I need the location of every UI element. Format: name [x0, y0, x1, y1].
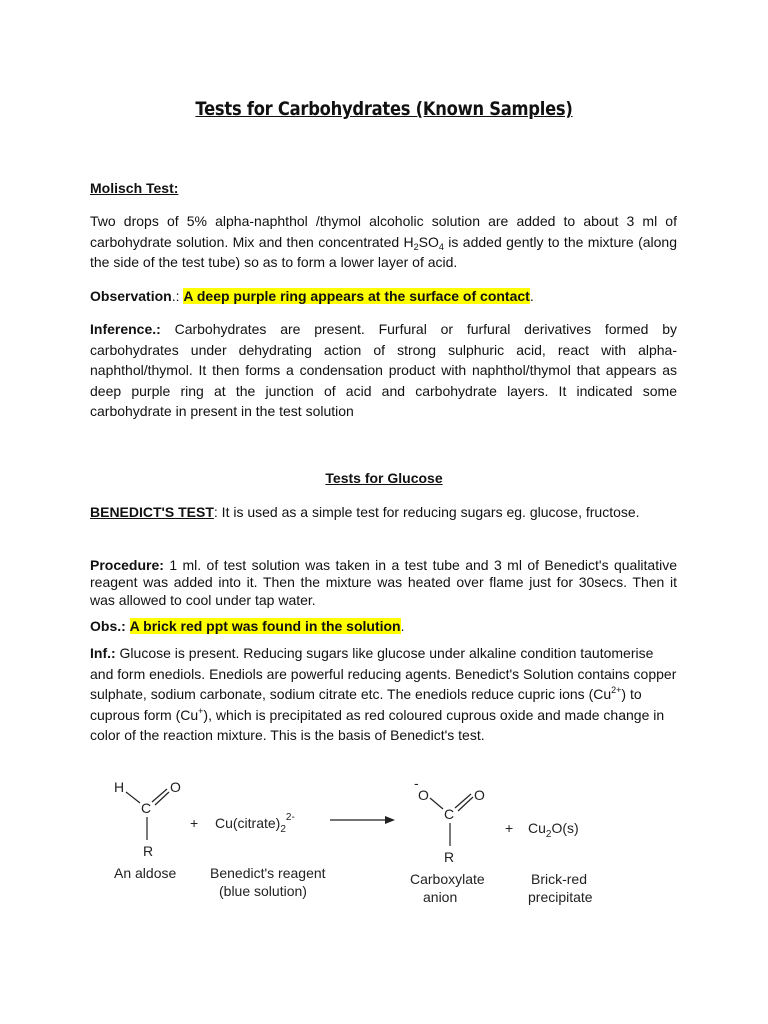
carboxylate-o2: O	[474, 787, 485, 803]
molisch-inference	[90, 319, 677, 422]
inf-text: ) to cuprous form (Cu	[90, 686, 642, 723]
reagent-subscript: 2	[280, 824, 286, 835]
molisch-heading: Molisch Test:	[90, 180, 179, 196]
molisch-desc-part: Two drops of 5% alpha-naphthol /thymol alcoholic solution are added to about 3 ml of carbohydrate solution. Mix and then concentrated H	[90, 213, 677, 250]
molisch-description	[90, 211, 677, 273]
observation-separator: .:	[171, 288, 184, 304]
procedure-label: Procedure:	[90, 557, 164, 573]
inference-label: Inference.:	[90, 321, 161, 337]
carboxylate-r: R	[444, 849, 455, 865]
benedict-text: : It is used as a simple test for reducing sugars eg. glucose, fructose.	[213, 504, 640, 520]
glucose-observation	[90, 616, 677, 637]
aldose-bond-ch	[126, 792, 140, 803]
inf-superscript: +	[198, 705, 204, 716]
carboxylate-c: C	[444, 806, 455, 822]
inf-text: ), which is precipitated as red coloured cuprous oxide and made change in color of the reaction mixture. This is the basis of Benedict's test.	[90, 706, 665, 744]
molisch-desc-part: SO	[418, 233, 439, 250]
molisch-observation	[90, 286, 677, 307]
carboxylate-label-line1: Carboxylate	[410, 871, 485, 887]
inf-text: Glucose is present. Reducing sugars like glucose under alkaline condition tautomerise and form enediols. Enediols are powerful reducing agents. Benedict's Solution contains copper sulphate, sodium carbonate, sodium citrate etc. The enediols reduce cupric ions (Cu	[90, 645, 677, 703]
reagent-formula-text: Cu(citrate)	[215, 815, 281, 831]
plus-sign-1: +	[190, 815, 199, 831]
benedict-reaction-scheme	[0, 770, 768, 920]
precipitate-formula	[528, 820, 579, 840]
aldose-r: R	[143, 843, 154, 859]
inf-label: Inf.:	[90, 645, 116, 661]
benedict-intro	[90, 502, 677, 523]
carboxylate-bond-co	[430, 798, 443, 809]
precipitate-label-line1: Brick-red	[531, 871, 588, 887]
reagent-label-line2: (blue solution)	[219, 883, 307, 899]
reagent-formula	[215, 812, 295, 835]
glucose-heading: Tests for Glucose	[325, 470, 443, 486]
molisch-desc-sub: 2	[413, 241, 419, 252]
page-title: Tests for Carbohydrates (Known Samples)	[195, 98, 573, 120]
inference-text: Carbohydrates are present. Furfural or furfural derivatives formed by carbohydrates under dehydrating action of strong sulphuric acid, react with alpha-naphthol/thymol. It then forms a condensation product with naphthol/thymol that appears as deep purple ring at the junction of acid and carbohydrate layers. It indicated some carbohydrate in present in the test solution	[90, 321, 677, 420]
benedict-label: BENEDICT'S TEST	[90, 504, 214, 520]
carboxylate-label-line2: anion	[423, 889, 458, 905]
reagent-label-line1: Benedict's reagent	[210, 865, 326, 881]
glucose-inference	[90, 643, 680, 746]
precipitate-formula-b: O(s)	[551, 820, 579, 836]
observation-label: Observation	[90, 288, 172, 304]
observation-highlight: A deep purple ring appears at the surface of contact	[183, 288, 530, 304]
aldose-label: An aldose	[114, 865, 177, 881]
plus-sign-2: +	[505, 820, 514, 836]
carboxylate-o1: O	[418, 787, 429, 803]
carboxylate-charge: -	[414, 775, 419, 791]
aldose-o: O	[170, 779, 181, 795]
aldose-c: C	[141, 800, 152, 816]
inf-superscript: 2+	[611, 685, 622, 696]
obs-highlight: A brick red ppt was found in the solution	[129, 618, 401, 634]
reaction-arrowhead	[385, 816, 395, 824]
molisch-desc-sub: 4	[438, 241, 444, 252]
molisch-desc-part: is added gently to the mixture (along the side of the test tube) so as to form a lower layer of acid.	[90, 233, 677, 271]
aldose-h: H	[114, 779, 125, 795]
precipitate-formula-a: Cu	[528, 820, 546, 836]
obs-label: Obs.:	[90, 618, 126, 634]
precipitate-subscript: 2	[545, 829, 552, 840]
reagent-superscript: 2-	[285, 812, 295, 823]
procedure-text: 1 ml. of test solution was taken in a test tube and 3 ml of Benedict's qualitative reagent was added into it. Then the mixture was heated over flame just for 30secs. Then it was allowed to cool under tap water.	[90, 557, 677, 608]
observation-end: .	[529, 288, 534, 304]
procedure	[90, 557, 677, 609]
precipitate-label-line2: precipitate	[528, 889, 593, 905]
obs-end: .	[400, 618, 405, 634]
